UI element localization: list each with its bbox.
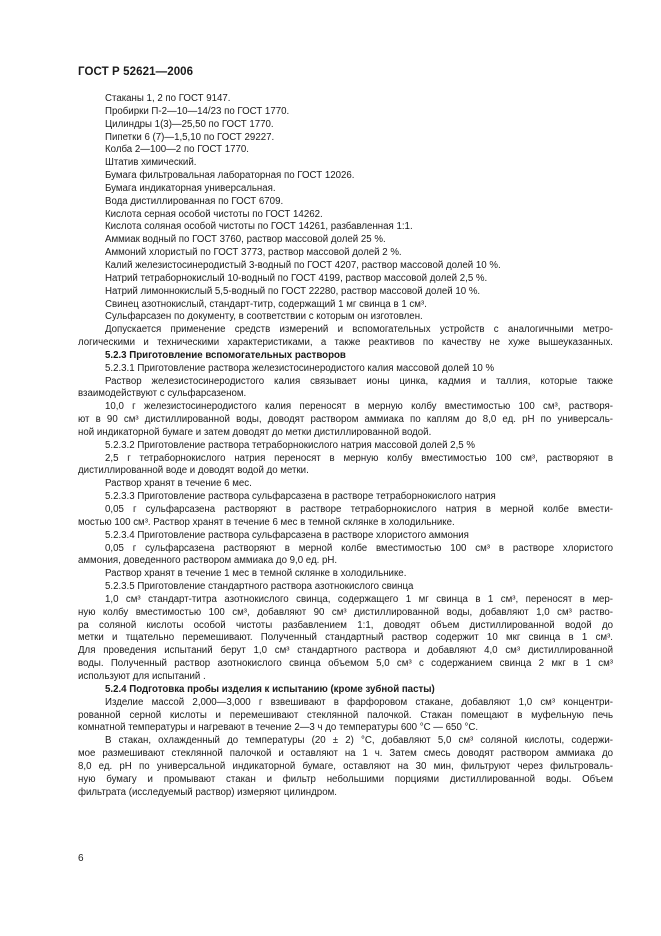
text-line: мостью 100 см³. Раствор хранят в течение 6 мес в темной склянке в холодильнике.	[78, 516, 455, 528]
section-heading: 5.2.4 Подготовка пробы изделия к испытанию (кроме зубной пасты)	[105, 683, 435, 695]
text-line: 10,0 г железистосинеродистого калия переносят в мерную колбу вместимостью 100 см³, растворя-	[105, 401, 613, 413]
text-line: 5.2.3.5 Приготовление стандартного раствора азотнокислого свинца	[105, 581, 414, 593]
text-line: фильтрата (исследуемый раствор) измеряют цилиндром.	[78, 786, 337, 798]
text-line: Раствор железистосинеродистого калия связывает ионы цинка, кадмия и таллия, которые также	[105, 375, 613, 387]
text-line: логическими и техническими характеристиками, а также реактивов по качеству не хуже вышеуказанных.	[78, 337, 613, 349]
text-line: Раствор хранят в течение 1 мес в темной склянке в холодильнике.	[105, 568, 407, 580]
text-line: Кислота серная особой чистоты по ГОСТ 14262.	[105, 208, 323, 220]
text-line: воды. Полученный раствор азотнокислого свинца объемом 5,0 см³ с содержанием свинца 2 мкг в 1 см³	[78, 658, 613, 670]
text-line: В стакан, охлажденный до температуры (20 ± 2) °C, добавляют 5,0 см³ соляной кислоты, содержи-	[105, 735, 613, 747]
text-line: Аммиак водный по ГОСТ 3760, раствор массовой долей 25 %.	[105, 234, 386, 246]
text-line: Пробирки П-2—10—14/23 по ГОСТ 1770.	[105, 105, 290, 117]
text-line: метки и тщательно перемешивают. Полученный стандартный раствор содержит 10 мкг свинца в 1 см³.	[78, 632, 613, 644]
page-number: 6	[78, 853, 84, 864]
text-line: Штатив химический.	[105, 157, 197, 169]
text-line: аммония, доведенного раствором аммиака до 9,0 ед. рН.	[78, 555, 338, 567]
text-line: Бумага индикаторная универсальная.	[105, 182, 276, 194]
text-line: ной индикаторной бумаге и затем доводят до метки дистиллированной водой.	[78, 426, 432, 438]
text-line: Стаканы 1, 2 по ГОСТ 9147.	[105, 93, 231, 104]
text-line: 2,5 г тетраборнокислого натрия переносят в мерную колбу вместимостью 100 см³, растворяют в	[105, 452, 613, 464]
text-line: Раствор хранят в течение 6 мес.	[105, 478, 252, 490]
text-line: 5.2.3.2 Приготовление раствора тетраборнокислого натрия массовой долей 2,5 %	[105, 439, 475, 451]
text-line: 1,0 см³ стандарт-титра азотнокислого свинца, содержащего 1 мг свинца в 1 см³, переносят в мер-	[105, 593, 613, 605]
text-line: Калий железистосинеродистый 3-водный по ГОСТ 4207, раствор массовой долей 10 %.	[105, 259, 501, 271]
text-line: 0,05 г сульфарсазена растворяют в мерной колбе вместимостью 100 см³ в растворе хлористого	[105, 542, 613, 554]
text-line: Вода дистиллированная по ГОСТ 6709.	[105, 195, 284, 207]
text-line: дистиллированной воде и доводят водой до метки.	[78, 465, 309, 477]
text-line: Сульфарсазен по документу, в соответствии с которым он изготовлен.	[105, 311, 423, 323]
text-line: ную колбу вместимостью 100 см³, добавляют 90 см³ дистиллированной воды, добавляют 1,0 см³ раство-	[78, 606, 613, 618]
text-line: Колба 2—100—2 по ГОСТ 1770.	[105, 144, 249, 156]
text-line: Для проведения испытаний берут 1,0 см³ стандартного раствора и добавляют 4,0 см³ дистиллированной	[78, 645, 613, 657]
text-line: рованной серной кислоты и перемешивают стеклянной палочкой. Стакан помещают в муфельную печь	[78, 709, 613, 721]
text-line: взаимодействуют с сульфарсазеном.	[78, 388, 247, 400]
text-line: ют в 90 см³ дистиллированной воды, доводят раствором аммиака по каплям до 8,0 ед. рН по универсаль-	[78, 414, 613, 426]
text-line: используют для испытаний .	[78, 670, 206, 682]
text-line: Натрий тетраборнокислый 10-водный по ГОСТ 4199, раствор массовой долей 2,5 %.	[105, 272, 488, 284]
text-line: 8,0 ед. рН по универсальной индикаторной бумаге, оставляют на 30 мин, фильтруют через фильтроваль-	[78, 760, 613, 772]
text-line: 0,05 г сульфарсазена растворяют в растворе тетраборнокислого натрия в мерной колбе вмести-	[105, 504, 613, 515]
text-line: ра соляной кислоты особой чистоты разбавлением 1:1, доводят объем дистиллированной водой до	[78, 619, 613, 631]
text-line: Цилиндры 1(3)—25,50 по ГОСТ 1770.	[105, 118, 274, 130]
text-line: комнатной температуры и нагревают в течение 2—3 ч до температуры 600 °C — 650 °C.	[78, 722, 479, 734]
document-body	[78, 93, 613, 799]
text-line: Свинец азотнокислый, стандарт-титр, содержащий 1 мг свинца в 1 см³.	[105, 298, 427, 310]
text-line: 5.2.3.4 Приготовление раствора сульфарсазена в растворе хлористого аммония	[105, 529, 469, 541]
section-heading: 5.2.3 Приготовление вспомогательных растворов	[105, 349, 346, 361]
standard-header: ГОСТ Р 52621—2006	[78, 66, 194, 78]
text-line: Аммоний хлористый по ГОСТ 3773, раствор массовой долей 2 %.	[105, 247, 402, 259]
text-line: Допускается применение средств измерений и вспомогательных устройств с аналогичными метро-	[105, 324, 613, 336]
text-line: мое размешивают стеклянной палочкой и оставляют на 1 ч. Затем смесь доводят раствором аммиака до	[78, 748, 613, 760]
text-line: ную бумагу и промывают стакан и фильтр небольшими порциями дистиллированной воды. Объем	[78, 773, 613, 785]
text-line: Кислота соляная особой чистоты по ГОСТ 14261, разбавленная 1:1.	[105, 221, 413, 233]
text-line: Изделие массой 2,000—3,000 г взвешивают в фарфоровом стакане, добавляют 1,0 см³ концентри-	[105, 696, 613, 708]
text-line: Натрий лимоннокислый 5,5-водный по ГОСТ 22280, раствор массовой долей 10 %.	[105, 285, 481, 297]
text-line: 5.2.3.3 Приготовление раствора сульфарсазена в растворе тетраборнокислого натрия	[105, 491, 496, 503]
text-line: Пипетки 6 (7)—1,5,10 по ГОСТ 29227.	[105, 131, 275, 143]
text-line: Бумага фильтровальная лабораторная по ГОСТ 12026.	[105, 170, 355, 182]
text-line: 5.2.3.1 Приготовление раствора железистосинеродистого калия массовой долей 10 %	[105, 362, 495, 374]
